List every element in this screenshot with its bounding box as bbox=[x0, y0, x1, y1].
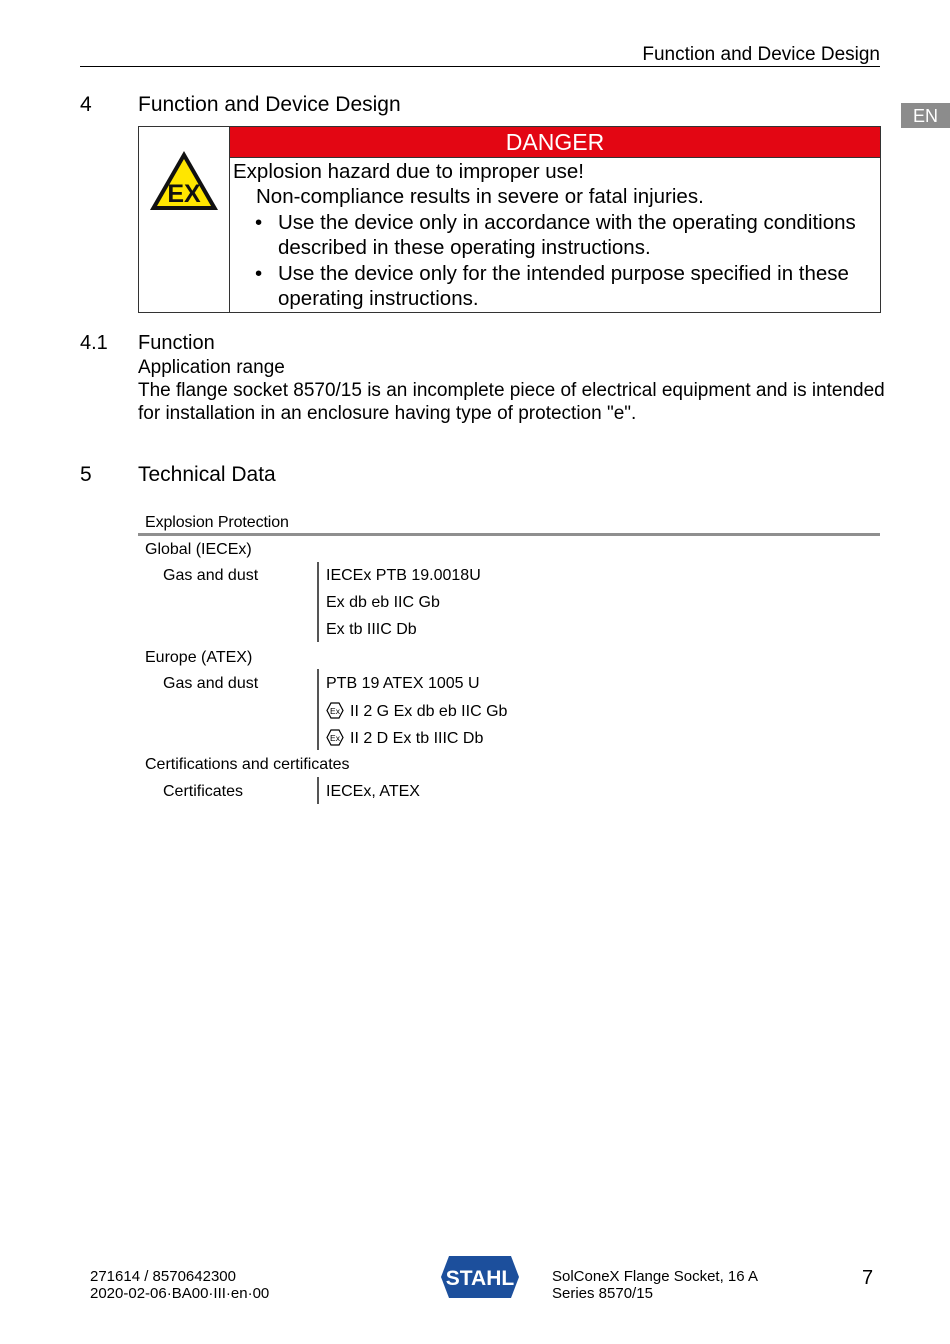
language-tab[interactable]: EN bbox=[901, 103, 950, 128]
value-divider bbox=[317, 669, 319, 750]
value-divider bbox=[317, 777, 319, 804]
table-value: II 2 G Ex db eb IIC Gb bbox=[350, 703, 508, 720]
hazard-text: Explosion hazard due to improper use! bbox=[233, 160, 584, 183]
function-text-line-2: for installation in an enclosure having type of protection "e". bbox=[138, 403, 637, 424]
bullet-mark: • bbox=[255, 211, 263, 234]
group-label-certifications: Certifications and certificates bbox=[145, 756, 350, 773]
table-rule bbox=[138, 533, 880, 536]
footer-series: Series 8570/15 bbox=[552, 1285, 653, 1302]
table-value-row bbox=[326, 729, 483, 748]
warning-icon-text: EX bbox=[167, 180, 201, 208]
page-number: 7 bbox=[862, 1267, 874, 1289]
danger-label: DANGER bbox=[230, 127, 880, 158]
application-range-subtitle: Application range bbox=[138, 357, 285, 378]
function-text-line-1: The flange socket 8570/15 is an incomplete piece of electrical equipment and is intended bbox=[138, 380, 885, 401]
ex-hexagon-icon bbox=[326, 702, 344, 719]
running-header-title: Function and Device Design bbox=[642, 44, 880, 65]
danger-icon-cell bbox=[139, 127, 230, 312]
logo-text: STAHL bbox=[445, 1267, 515, 1290]
table-value: IECEx PTB 19.0018U bbox=[326, 567, 481, 584]
table-caption: Explosion Protection bbox=[145, 514, 289, 531]
bullet-2-line-2: operating instructions. bbox=[278, 287, 479, 310]
table-value-row bbox=[326, 702, 507, 721]
section-5-number: 5 bbox=[80, 463, 92, 486]
footer-product: SolConeX Flange Socket, 16 A bbox=[552, 1268, 758, 1285]
svg-text:Ex: Ex bbox=[330, 706, 340, 716]
param-gas-and-dust: Gas and dust bbox=[163, 675, 259, 692]
section-5-title: Technical Data bbox=[138, 463, 276, 486]
footer-doc-number: 271614 / 8570642300 bbox=[90, 1268, 236, 1285]
explosion-hazard-warning-icon bbox=[148, 149, 220, 213]
table-value: Ex db eb IIC Gb bbox=[326, 594, 440, 611]
danger-notice bbox=[138, 126, 881, 313]
param-certificates: Certificates bbox=[163, 783, 244, 800]
bullet-1-line-1: Use the device only in accordance with the operating conditions bbox=[278, 211, 856, 234]
bullet-1-line-2: described in these operating instructions. bbox=[278, 236, 651, 259]
section-4-1-number: 4.1 bbox=[80, 332, 108, 354]
footer-doc-version: 2020-02-06·BA00·III·en·00 bbox=[90, 1285, 270, 1302]
section-4-title: Function and Device Design bbox=[138, 93, 401, 116]
group-label-iecex: Global (IECEx) bbox=[145, 541, 252, 558]
param-gas-and-dust: Gas and dust bbox=[163, 567, 259, 584]
table-value: IECEx, ATEX bbox=[326, 783, 420, 800]
table-value: II 2 D Ex tb IIIC Db bbox=[350, 730, 484, 747]
consequence-text: Non-compliance results in severe or fatal injuries. bbox=[256, 185, 704, 208]
header-rule bbox=[80, 66, 880, 67]
group-label-atex: Europe (ATEX) bbox=[145, 649, 253, 666]
bullet-mark: • bbox=[255, 262, 263, 285]
stahl-logo bbox=[440, 1255, 520, 1299]
section-4-1-title: Function bbox=[138, 332, 215, 354]
table-value: PTB 19 ATEX 1005 U bbox=[326, 675, 480, 692]
table-value: Ex tb IIIC Db bbox=[326, 621, 417, 638]
value-divider bbox=[317, 562, 319, 642]
svg-text:Ex: Ex bbox=[330, 733, 340, 743]
bullet-2-line-1: Use the device only for the intended purpose specified in these bbox=[278, 262, 849, 285]
section-4-number: 4 bbox=[80, 93, 92, 116]
ex-hexagon-icon bbox=[326, 729, 344, 746]
